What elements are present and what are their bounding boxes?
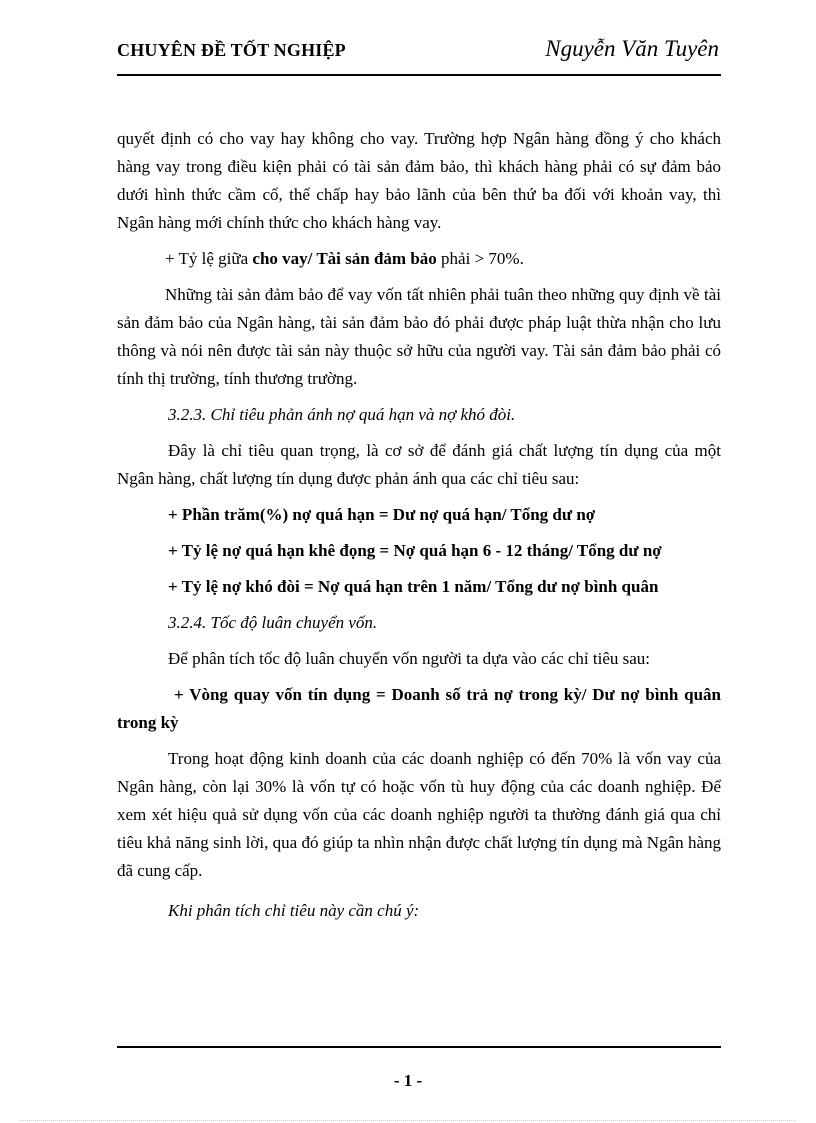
page-edge-dotted — [20, 1120, 796, 1121]
header-title: CHUYÊN ĐỀ TỐT NGHIỆP — [117, 40, 346, 60]
document-body — [117, 125, 721, 925]
page-header — [117, 36, 721, 68]
ratio-line — [117, 245, 721, 273]
note-line: Khi phân tích chỉ tiêu này cần chú ý: — [168, 901, 420, 920]
paragraph-business-capital: Trong hoạt động kinh doanh của các doanh nghiệp có đến 70% là vốn vay của Ngân hàng, còn lại 30% là vốn tự có hoặc vốn tù huy động của các doanh nghiệp. Để xem xét hiệu quả sử dụng vốn của các doanh nghiệp người ta thường đánh giá qua chỉ tiêu khả năng sinh lời, qua đó giúp ta nhìn nhận được chất lượng tín dụng mà Ngân hàng đã cung cấp. — [117, 749, 721, 880]
ratio-bold: cho vay/ Tài sản đảm bảo — [252, 249, 437, 268]
paragraph-turnover-intro: Để phân tích tốc độ luân chuyển vốn người ta dựa vào các chỉ tiêu sau: — [168, 649, 651, 668]
paragraph-loan-decision: quyết định có cho vay hay không cho vay. Trường hợp Ngân hàng đồng ý cho khách hàng vay trong điều kiện phải có tài sản đảm bảo, thì khách hàng phải có sự đảm bảo dưới hình thức cầm cố, thế chấp hay bảo lãnh của bên thứ ba đối với khoản vay, thì Ngân hàng mới chính thức cho khách hàng vay. — [117, 129, 721, 232]
paragraph-indicators: Đây là chỉ tiêu quan trọng, là cơ sở để đánh giá chất lượng tín dụng của một Ngân hàng, chất lượng tín dụng được phản ánh qua các chỉ tiêu sau: — [117, 441, 721, 488]
page-number: - 1 - — [393, 1071, 423, 1090]
footer-divider — [117, 1046, 721, 1048]
formula-bad-debt: + Tỷ lệ nợ khó đòi = Nợ quá hạn trên 1 năm/ Tổng dư nợ bình quân — [168, 577, 659, 596]
header-divider — [117, 74, 721, 76]
ratio-suffix: phải > 70%. — [441, 249, 524, 268]
ratio-prefix: + Tỷ lệ giữa — [165, 249, 249, 268]
paragraph-collateral: Những tài sản đảm bảo để vay vốn tất nhiên phải tuân theo những quy định về tài sản đảm bảo của Ngân hàng, tài sản đảm bảo đó phải được pháp luật thừa nhận cho lưu thông và nói nên được tài sản này thuộc sở hữu của người vay. Tài sản đảm bảo phải có tính thị trường, tính thương trường. — [117, 285, 721, 388]
section-heading-3-2-4: 3.2.4. Tốc độ luân chuyển vốn. — [168, 613, 378, 632]
formula-credit-turnover: + Vòng quay vốn tín dụng = Doanh số trả nợ trong kỳ/ Dư nợ bình quân trong kỳ — [117, 685, 721, 732]
formula-stagnant-overdue: + Tỷ lệ nợ quá hạn khê đọng = Nợ quá hạn 6 - 12 tháng/ Tổng dư nợ — [168, 541, 662, 560]
section-heading-3-2-3: 3.2.3. Chỉ tiêu phản ánh nợ quá hạn và nợ khó đòi. — [168, 405, 516, 424]
formula-overdue-percent: + Phần trăm(%) nợ quá hạn = Dư nợ quá hạn/ Tổng dư nợ — [168, 505, 596, 524]
header-author: Nguyễn Văn Tuyên — [545, 36, 719, 61]
